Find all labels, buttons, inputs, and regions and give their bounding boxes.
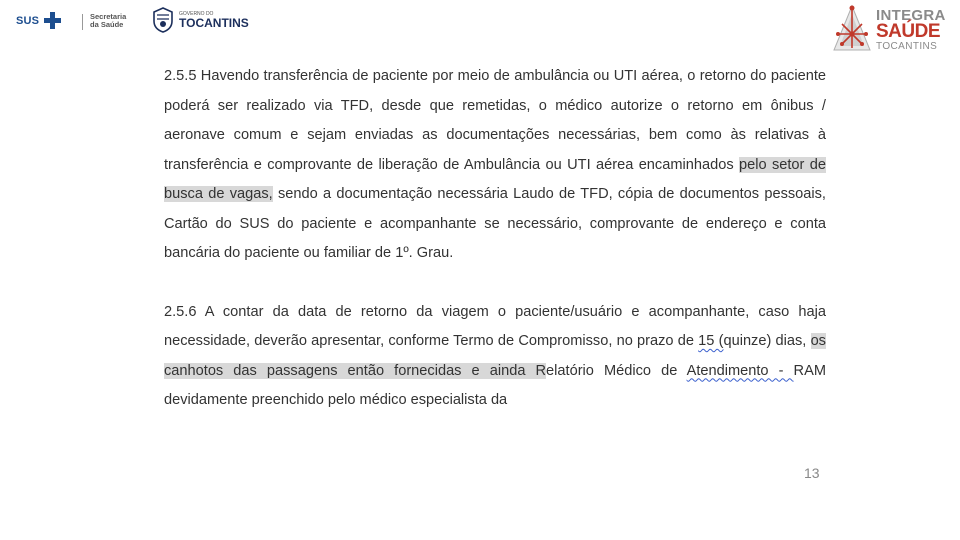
tocantins-emblem-icon (152, 7, 174, 33)
para2-text-c: elatório Médico de (546, 362, 687, 379)
paragraph-2-5-5 (164, 62, 826, 269)
sus-logo-text: SUS (16, 14, 40, 27)
para1-text-b: sendo a documentação necessária Laudo de TFD, cópia de documentos pessoais, Cartão do SUS do paciente e acompanhante se necessário, comprovante de endereço e conta bancária do paciente ou familiar de 1º. Grau. (164, 186, 826, 261)
para2-text-b: quinze) dias, (723, 333, 811, 349)
tocantins-label: TOCANTINS (179, 16, 249, 30)
paragraph-2-5-6 (164, 298, 826, 416)
integra-saude-logo (832, 4, 954, 54)
sus-logo (16, 12, 61, 29)
spellcheck-underline-2: Atendimento - (686, 362, 794, 379)
secretaria-line-1: Secretaria (90, 12, 127, 21)
integra-text: INTEGRA (876, 7, 946, 24)
para1-highlight: pelo setor de busca de vagas, (164, 156, 826, 202)
page-number: 13 (804, 465, 820, 481)
para2-text-a: 2.5.6 A contar da data de retorno da viagem o paciente/usuário e acompanhante, caso haja necessidade, deverão apresentar, conforme Termo de Compromisso, no prazo de (164, 303, 826, 349)
logo-divider (82, 14, 83, 30)
integra-saude-emblem-icon (832, 4, 876, 54)
tocantins-small-label: GOVERNO DO (179, 11, 214, 17)
para2-highlight: os canhotos das passagens então fornecidas e ainda R (164, 333, 826, 379)
tocantins-text: TOCANTINS (876, 41, 938, 52)
para1-text-a: 2.5.5 Havendo transferência de paciente por meio de ambulância ou UTI aérea, o retorno do paciente poderá ser realizado via TFD, desde que remetidas, o médico autorize o retorno em ônibus / aeronave comum e sejam enviadas as documentações necessárias, bem como às relativas à transferência e comprovante de liberação de Ambulância ou UTI aérea encaminhados (164, 68, 826, 173)
saude-text: SAÚDE (876, 21, 941, 42)
secretaria-line-2: da Saúde (90, 20, 124, 29)
cross-icon (44, 12, 61, 29)
para2-text-d: RAM devidamente preenchido pelo médico especialista da (164, 362, 826, 408)
document-body (164, 62, 826, 416)
spellcheck-underline-1: 15 ( (698, 333, 724, 349)
secretaria-saude-logo (90, 13, 126, 29)
tocantins-logo (152, 7, 249, 33)
